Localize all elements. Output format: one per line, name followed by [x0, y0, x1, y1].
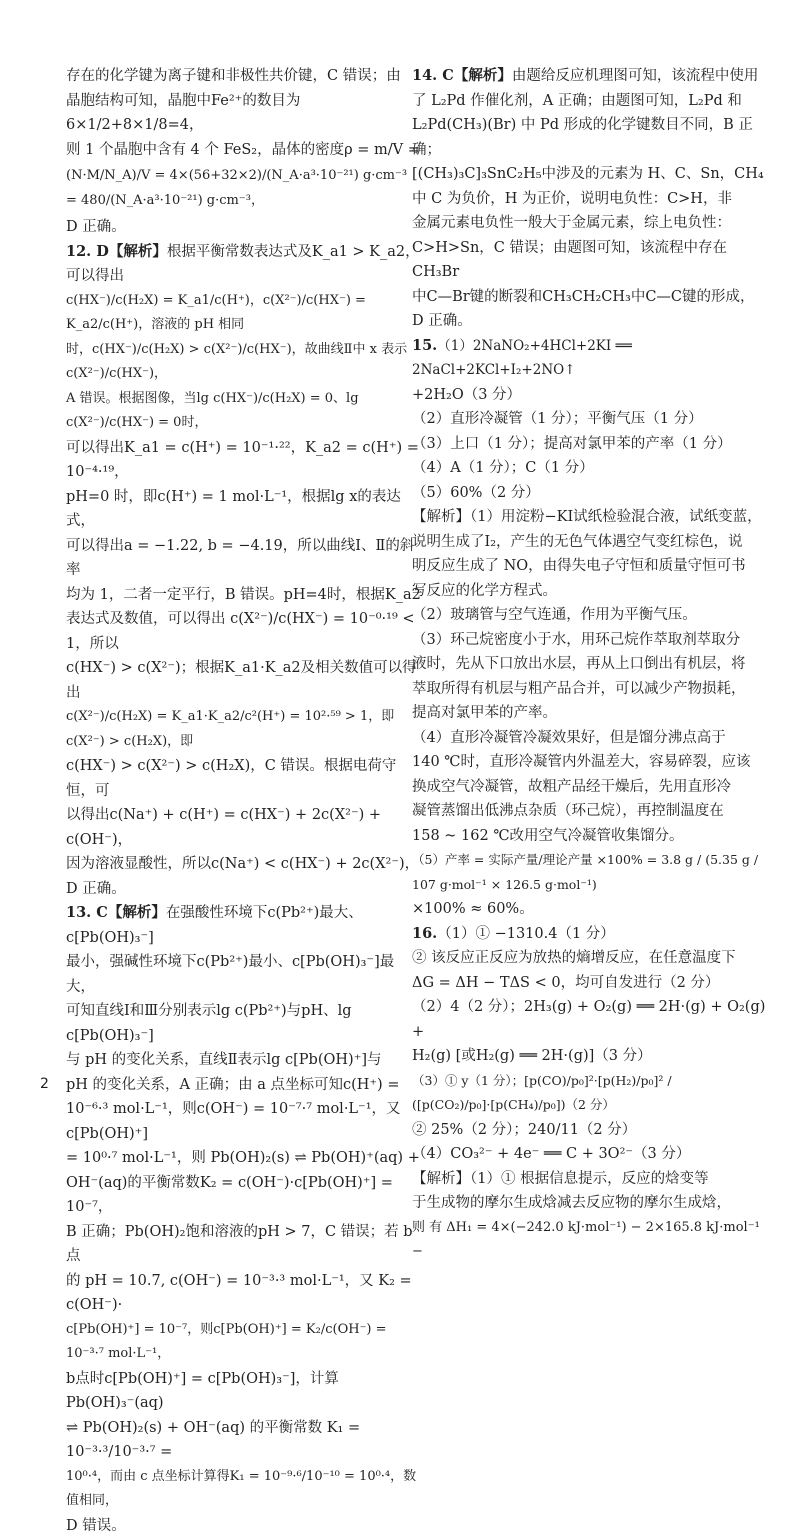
question-head: 13. C【解析】 [66, 904, 166, 921]
text-line: 的 pH = 10.7, c(OH⁻) = 10⁻³·³ mol·L⁻¹，又 K₂ = c(OH⁻)· [66, 1269, 422, 1318]
text-line: H₂(g) [或H₂(g) ══ 2H·(g)]（3 分） [412, 1044, 768, 1069]
text-line: 存在的化学键为离子键和非极性共价键，C 错误；由 [66, 64, 422, 89]
text-line: 中 C 为负价，H 为正价，说明电负性：C>H，非 [412, 187, 768, 212]
text-line: c(HX⁻)/c(H₂X) = K_a1/c(H⁺)，c(X²⁻)/c(HX⁻) = K_a2/c(H⁺)，溶液的 pH 相同 [66, 289, 422, 338]
text-line: 可以得出a = −1.22, b = −4.19，所以曲线Ⅰ、Ⅱ的斜率 [66, 534, 422, 583]
text-line: (N·M/N_A)/V = 4×(56+32×2)/(N_A·a³·10⁻²¹) g·cm⁻³ = 480/(N_A·a³·10⁻²¹) g·cm⁻³， [66, 164, 422, 213]
question-head: 12. D【解析】 [66, 243, 167, 260]
text-line: 明反应生成了 NO，由得失电子守恒和质量守恒可书 [412, 554, 768, 579]
text-line: （3）环己烷密度小于水，用环己烷作萃取剂萃取分 [412, 628, 768, 653]
text-line: D 正确。 [66, 877, 422, 902]
text-line: 于生成物的摩尔生成焓减去反应物的摩尔生成焓， [412, 1191, 768, 1216]
text-line: ② 该反应正反应为放热的熵增反应，在任意温度下 [412, 946, 768, 971]
text-line: 均为 1，二者一定平行，B 错误。pH=4时，根据K_a2 [66, 583, 422, 608]
q16-block [412, 922, 768, 1265]
text-line: 【解析】（1）用淀粉−KI试纸检验混合液，试纸变蓝， [412, 505, 768, 530]
text-line: 与 pH 的变化关系，直线Ⅱ表示lg c[Pb(OH)⁺]与 [66, 1048, 422, 1073]
q14-block [412, 64, 768, 334]
text-line: （2）玻璃管与空气连通，作用为平衡气压。 [412, 603, 768, 628]
text-line: 【解析】（1）① 根据信息提示，反应的焓变等 [412, 1167, 768, 1192]
text-line: （2）4（2 分）；2H₃(g) + O₂(g) ══ 2H·(g) + O₂(g) + [412, 995, 768, 1044]
text-line: 凝管蒸馏出低沸点杂质（环己烷），再控制温度在 [412, 799, 768, 824]
text-line: 10⁰·⁴，而由 c 点坐标计算得K₁ = 10⁻⁹·⁶/10⁻¹⁰ = 10⁰·⁴，数值相同， [66, 1465, 422, 1514]
text-line: B 正确；Pb(OH)₂饱和溶液的pH > 7，C 错误；若 b 点 [66, 1220, 422, 1269]
text-line: （4）直形冷凝管冷凝效果好，但是馏分沸点高于 [412, 726, 768, 751]
text-line: OH⁻(aq)的平衡常数K₂ = c(OH⁻)·c[Pb(OH)⁺] = 10⁻⁷， [66, 1171, 422, 1220]
text-line: b点时c[Pb(OH)⁺] = c[Pb(OH)₃⁻]，计算 Pb(OH)₃⁻(aq) [66, 1367, 422, 1416]
text-line: 最小，强碱性环境下c(Pb²⁺)最小、c[Pb(OH)₃⁻]最大， [66, 950, 422, 999]
text-line: D 正确。 [66, 215, 422, 240]
text-line: （4）A（1 分）；C（1 分） [412, 456, 768, 481]
text-line: 说明生成了I₂，产生的无色气体遇空气变红棕色，说 [412, 530, 768, 555]
text-line: （4）CO₃²⁻ + 4e⁻ ══ C + 3O²⁻（3 分） [412, 1142, 768, 1167]
text-line: ② 25%（2 分）；240/11（2 分） [412, 1118, 768, 1143]
text-line: 金属元素电负性一般大于金属元素，综上电负性： [412, 211, 768, 236]
question-head: 15. [412, 337, 437, 354]
text-line: [(CH₃)₃C]₃SnC₂H₅中涉及的元素为 H、C、Sn，CH₄ [412, 162, 768, 187]
q12-block [66, 240, 422, 902]
text-line: C>H>Sn，C 错误；由题图可知，该流程中存在CH₃Br [412, 236, 768, 285]
q11-continuation [66, 64, 422, 240]
text-line: 可知直线Ⅰ和Ⅲ分别表示lg c(Pb²⁺)与pH、lg c[Pb(OH)₃⁻] [66, 999, 422, 1048]
question-head: 14. C【解析】 [412, 67, 512, 84]
text-line: 158 ~ 162 ℃改用空气冷凝管收集馏分。 [412, 824, 768, 849]
text-line: 液时，先从下口放出水层，再从上口倒出有机层，将 [412, 652, 768, 677]
text-line: L₂Pd(CH₃)(Br) 中 Pd 形成的化学键数目不同，B 正确； [412, 113, 768, 162]
text-line: A 错误。根据图像，当lg c(HX⁻)/c(H₂X) = 0、lg c(X²⁻)/c(HX⁻) = 0时， [66, 387, 422, 436]
text-line: 以得出c(Na⁺) + c(H⁺) = c(HX⁻) + 2c(X²⁻) + c(OH⁻)， [66, 803, 422, 852]
text-line: （3）① y（1 分）；[p(CO)/p₀]²·[p(H₂)/p₀]² / ([p(CO₂)/p₀]·[p(CH₄)/p₀])（2 分） [412, 1069, 768, 1118]
text-line: 则 有 ΔH₁ = 4×(−242.0 kJ·mol⁻¹) − 2×165.8 kJ·mol⁻¹ − [412, 1216, 768, 1265]
text-line: 提高对氯甲苯的产率。 [412, 701, 768, 726]
text-line: c[Pb(OH)⁺] = 10⁻⁷，则c[Pb(OH)⁺] = K₂/c(OH⁻) = 10⁻³·⁷ mol·L⁻¹， [66, 1318, 422, 1367]
text-line: D 错误。 [66, 1514, 422, 1538]
question-head: 16. [412, 925, 437, 942]
text-line: 了 L₂Pd 作催化剂，A 正确；由题图可知，L₂Pd 和 [412, 89, 768, 114]
text-line: 13. C【解析】在强酸性环境下c(Pb²⁺)最大、c[Pb(OH)₃⁻] [66, 901, 422, 950]
text-line: （5）产率 = 实际产量/理论产量 ×100% = 3.8 g / (5.35 g / 107 g·mol⁻¹ × 126.5 g·mol⁻¹) [412, 848, 768, 897]
text-line: 则 1 个晶胞中含有 4 个 FeS₂，晶体的密度ρ = m/V = [66, 138, 422, 163]
text-line: 10⁻⁶·³ mol·L⁻¹，则c(OH⁻) = 10⁻⁷·⁷ mol·L⁻¹，又c[Pb(OH)⁺] [66, 1097, 422, 1146]
text-line: 表达式及数值，可以得出 c(X²⁻)/c(HX⁻) = 10⁻⁰·¹⁹ < 1，所以 [66, 607, 422, 656]
text-line: c(HX⁻) > c(X²⁻) > c(H₂X)，C 错误。根据电荷守恒，可 [66, 754, 422, 803]
right-column [412, 64, 768, 1265]
text-line: 萃取所得有机层与粗产品合并，可以减少产物损耗， [412, 677, 768, 702]
text-line: 14. C【解析】由题给反应机理图可知，该流程中使用 [412, 64, 768, 89]
text-line: pH=0 时，即c(H⁺) = 1 mol·L⁻¹，根据lg x的表达式， [66, 485, 422, 534]
text-line: D 正确。 [412, 309, 768, 334]
text-line: pH 的变化关系，A 正确；由 a 点坐标可知c(H⁺) = [66, 1073, 422, 1098]
text-line: 写反应的化学方程式。 [412, 579, 768, 604]
text-line: 因为溶液显酸性，所以c(Na⁺) < c(HX⁻) + 2c(X²⁻)， [66, 852, 422, 877]
text-line: 换成空气冷凝管，故粗产品经干燥后，先用直形冷 [412, 775, 768, 800]
left-column [66, 64, 422, 1538]
text-line: ×100% ≈ 60%。 [412, 897, 768, 922]
text-line: 可以得出K_a1 = c(H⁺) = 10⁻¹·²²，K_a2 = c(H⁺) = 10⁻⁴·¹⁹， [66, 436, 422, 485]
text-line: 中C—Br键的断裂和CH₃CH₂CH₃中C—C键的形成， [412, 285, 768, 310]
text-line: ΔG = ΔH − TΔS < 0，均可自发进行（2 分） [412, 971, 768, 996]
page-number: 2 [40, 1076, 49, 1092]
text-line: 时，c(HX⁻)/c(H₂X) > c(X²⁻)/c(HX⁻)，故曲线Ⅱ中 x 表示 c(X²⁻)/c(HX⁻)， [66, 338, 422, 387]
q15-block [412, 334, 768, 922]
text-line: 12. D【解析】根据平衡常数表达式及K_a1 > K_a2，可以得出 [66, 240, 422, 289]
text-line: = 10⁰·⁷ mol·L⁻¹，则 Pb(OH)₂(s) ⇌ Pb(OH)⁺(aq) + [66, 1146, 422, 1171]
text-line: 140 ℃时，直形冷凝管内外温差大，容易碎裂，应该 [412, 750, 768, 775]
text-line: c(HX⁻) > c(X²⁻)；根据K_a1·K_a2及相关数值可以得出 [66, 656, 422, 705]
text-line: 15.（1）2NaNO₂+4HCl+2KI ══ 2NaCl+2KCl+I₂+2NO↑ [412, 334, 768, 383]
text-line: c(X²⁻)/c(H₂X) = K_a1·K_a2/c²(H⁺) = 10²·⁵⁹ > 1，即 c(X²⁻) > c(H₂X)，即 [66, 705, 422, 754]
text-line: （3）上口（1 分）；提高对氯甲苯的产率（1 分） [412, 432, 768, 457]
text-line: 晶胞结构可知，晶胞中Fe²⁺的数目为6×1/2+8×1/8=4， [66, 89, 422, 138]
q13-block [66, 901, 422, 1538]
text-line: （5）60%（2 分） [412, 481, 768, 506]
text-line: ⇌ Pb(OH)₂(s) + OH⁻(aq) 的平衡常数 K₁ = 10⁻³·³/10⁻³·⁷ = [66, 1416, 422, 1465]
text-line: +2H₂O（3 分） [412, 383, 768, 408]
text-line: （2）直形冷凝管（1 分）；平衡气压（1 分） [412, 407, 768, 432]
text-line: 16.（1）① −1310.4（1 分） [412, 922, 768, 947]
